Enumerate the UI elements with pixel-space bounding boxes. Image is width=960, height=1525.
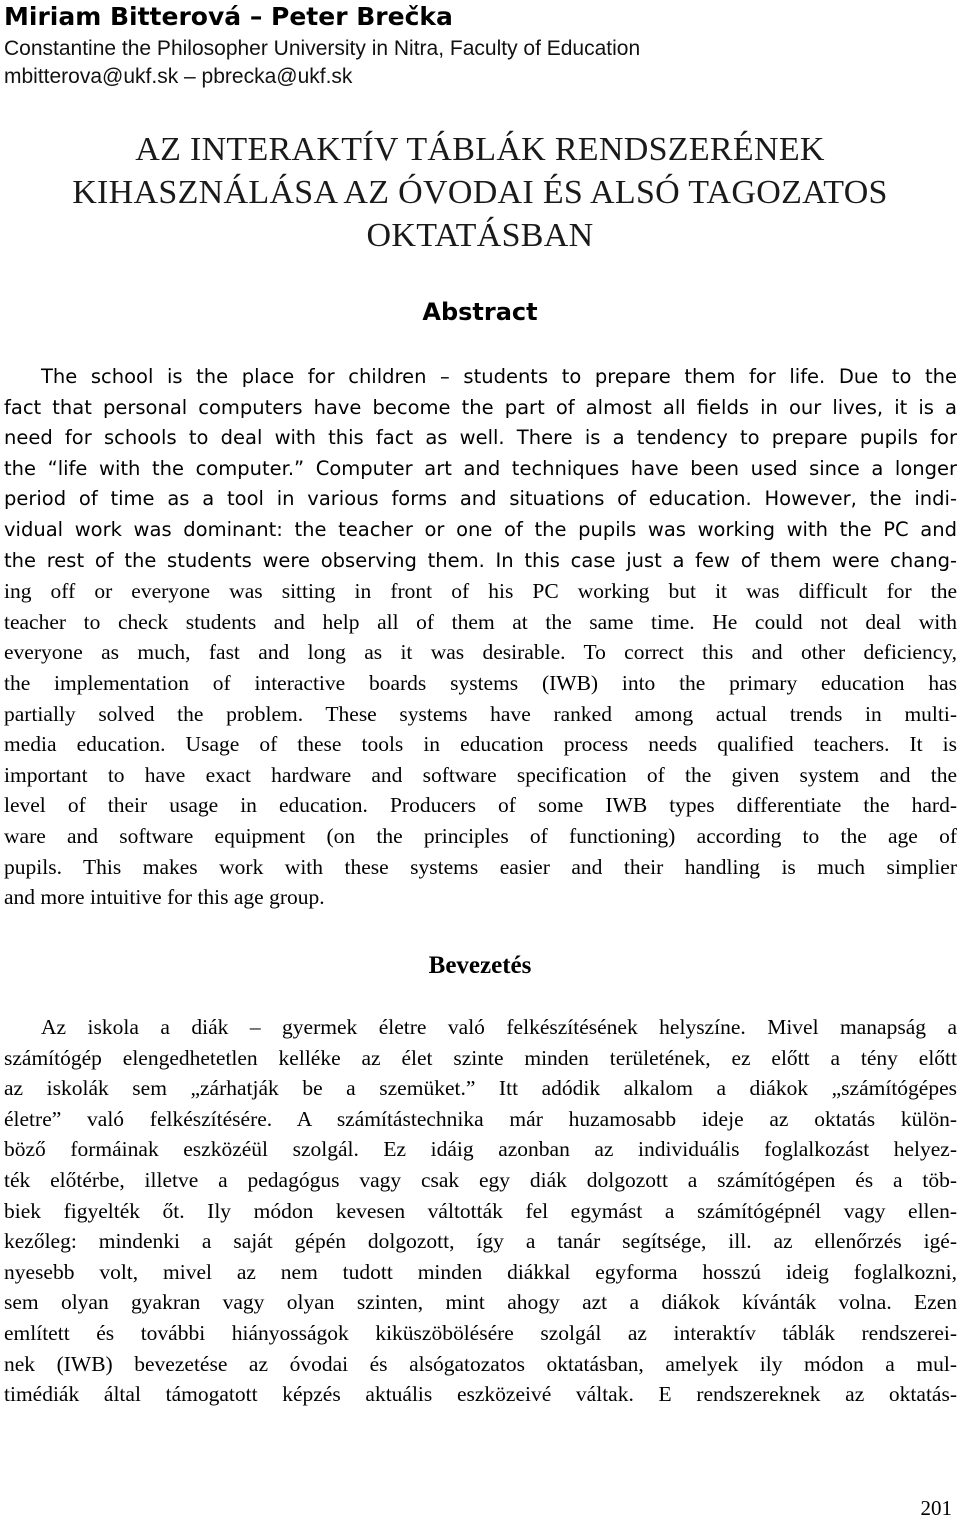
body-line: Az iskola a diák – gyermek életre való felkészítésének helyszíne. Mivel manapság a xyxy=(41,1015,957,1039)
abstract-line: important to have exact hardware and software specification of the given system and the xyxy=(4,762,957,787)
body-line: számítógép elengedhetetlen kelléke az élet szinte minden területének, ez előtt a tény előtt xyxy=(4,1045,957,1070)
abstract-line: The school is the place for children – students to prepare them for life. Due to the xyxy=(41,365,957,388)
body-line: említett és további hiányosságok kiküszöbölésére szolgál az interaktív táblák rendszerei- xyxy=(4,1320,957,1345)
introduction-body xyxy=(4,1012,957,1410)
paper-title xyxy=(0,128,960,257)
body-line: ték előtérbe, illetve a pedagógus vagy csak egy diák dolgozott a számítógépen és a töb- xyxy=(4,1167,957,1192)
title-line: KIHASZNÁLÁSA AZ ÓVODAI ÉS ALSÓ TAGOZATOS xyxy=(72,174,888,211)
affiliation: Constantine the Philosopher University in Nitra, Faculty of Education xyxy=(4,37,641,60)
abstract-line: fact that personal computers have become the part of almost all fields in our lives, it is a xyxy=(4,395,957,419)
body-line: az iskolák sem „zárhatják be a szemüket.” Itt adódik alkalom a diákok „számítógépes xyxy=(4,1076,957,1101)
body-line: nek (IWB) bevezetése az óvodai és alsógatozatos oktatásban, amelyek ily módon a mul- xyxy=(4,1351,957,1376)
body-line: biek figyelték őt. Ily módon kevesen váltották fel egymást a számítógépnél vagy ellen- xyxy=(4,1198,957,1223)
abstract-line: pupils. This makes work with these systems easier and their handling is much simplier xyxy=(4,854,957,879)
abstract-heading: Abstract xyxy=(422,298,538,326)
body-line: életre” való felkészítésére. A számítástechnika már huzamosabb ideje az oktatás külön- xyxy=(4,1106,957,1131)
author-emails: mbitterova@ukf.sk – pbrecka@ukf.sk xyxy=(4,65,353,88)
abstract-line: everyone as much, fast and long as it was desirable. To correct this and other deficiency, xyxy=(4,640,957,665)
abstract-line: ing off or everyone was sitting in front of his PC working but it was difficult for the xyxy=(4,579,957,604)
abstract-line: the implementation of interactive boards systems (IWB) into the primary education has xyxy=(4,670,957,695)
abstract-line: media education. Usage of these tools in education process needs qualified teachers. It is xyxy=(4,732,957,757)
abstract-line: need for schools to deal with this fact as well. There is a tendency to prepare pupils for xyxy=(4,426,957,450)
body-line: timédiák által támogatott képzés aktuális eszközeivé váltak. E rendszereknek az oktatás- xyxy=(4,1382,957,1407)
abstract-line: teacher to check students and help all of them at the same time. He could not deal with xyxy=(4,609,957,634)
abstract-line: partially solved the problem. These systems have ranked among actual trends in multi- xyxy=(4,701,957,726)
title-line: OKTATÁSBAN xyxy=(366,217,594,254)
body-line: kezőleg: mindenki a saját gépén dolgozott, így a tanár segítsége, ill. az ellenőrzés igé- xyxy=(4,1229,957,1254)
abstract-line: vidual work was dominant: the teacher or one of the pupils was working with the PC and xyxy=(4,517,957,541)
abstract-line: the “life with the computer.” Computer art and techniques have been used since a longer xyxy=(4,456,957,480)
body-line: nyesebb volt, mivel az nem tudott minden diákkal egyforma hosszú ideig foglalkozni, xyxy=(4,1259,957,1284)
abstract-line: level of their usage in education. Producers of some IWB types differentiate the hard- xyxy=(4,793,957,818)
abstract-line: the rest of the students were observing them. In this case just a few of them were chang- xyxy=(4,548,957,572)
page-number: 201 xyxy=(920,1496,952,1520)
abstract-body xyxy=(4,362,957,913)
abstract-line: period of time as a tool in various forms and situations of education. However, the indi- xyxy=(4,487,957,511)
title-line: AZ INTERAKTÍV TÁBLÁK RENDSZERÉNEK xyxy=(135,131,825,168)
body-line: böző formáinak eszközéül szolgál. Ez idáig azonban az individuális foglalkozást helyez- xyxy=(4,1137,957,1162)
section-heading: Bevezetés xyxy=(428,952,532,979)
authors: Miriam Bitterová – Peter Brečka xyxy=(4,2,453,31)
abstract-line: and more intuitive for this age group. xyxy=(4,885,325,910)
body-line: sem olyan gyakran vagy olyan szinten, mint ahogy azt a diákok kívánták volna. Ezen xyxy=(4,1290,957,1315)
abstract-line: ware and software equipment (on the principles of functioning) according to the age of xyxy=(4,823,957,848)
